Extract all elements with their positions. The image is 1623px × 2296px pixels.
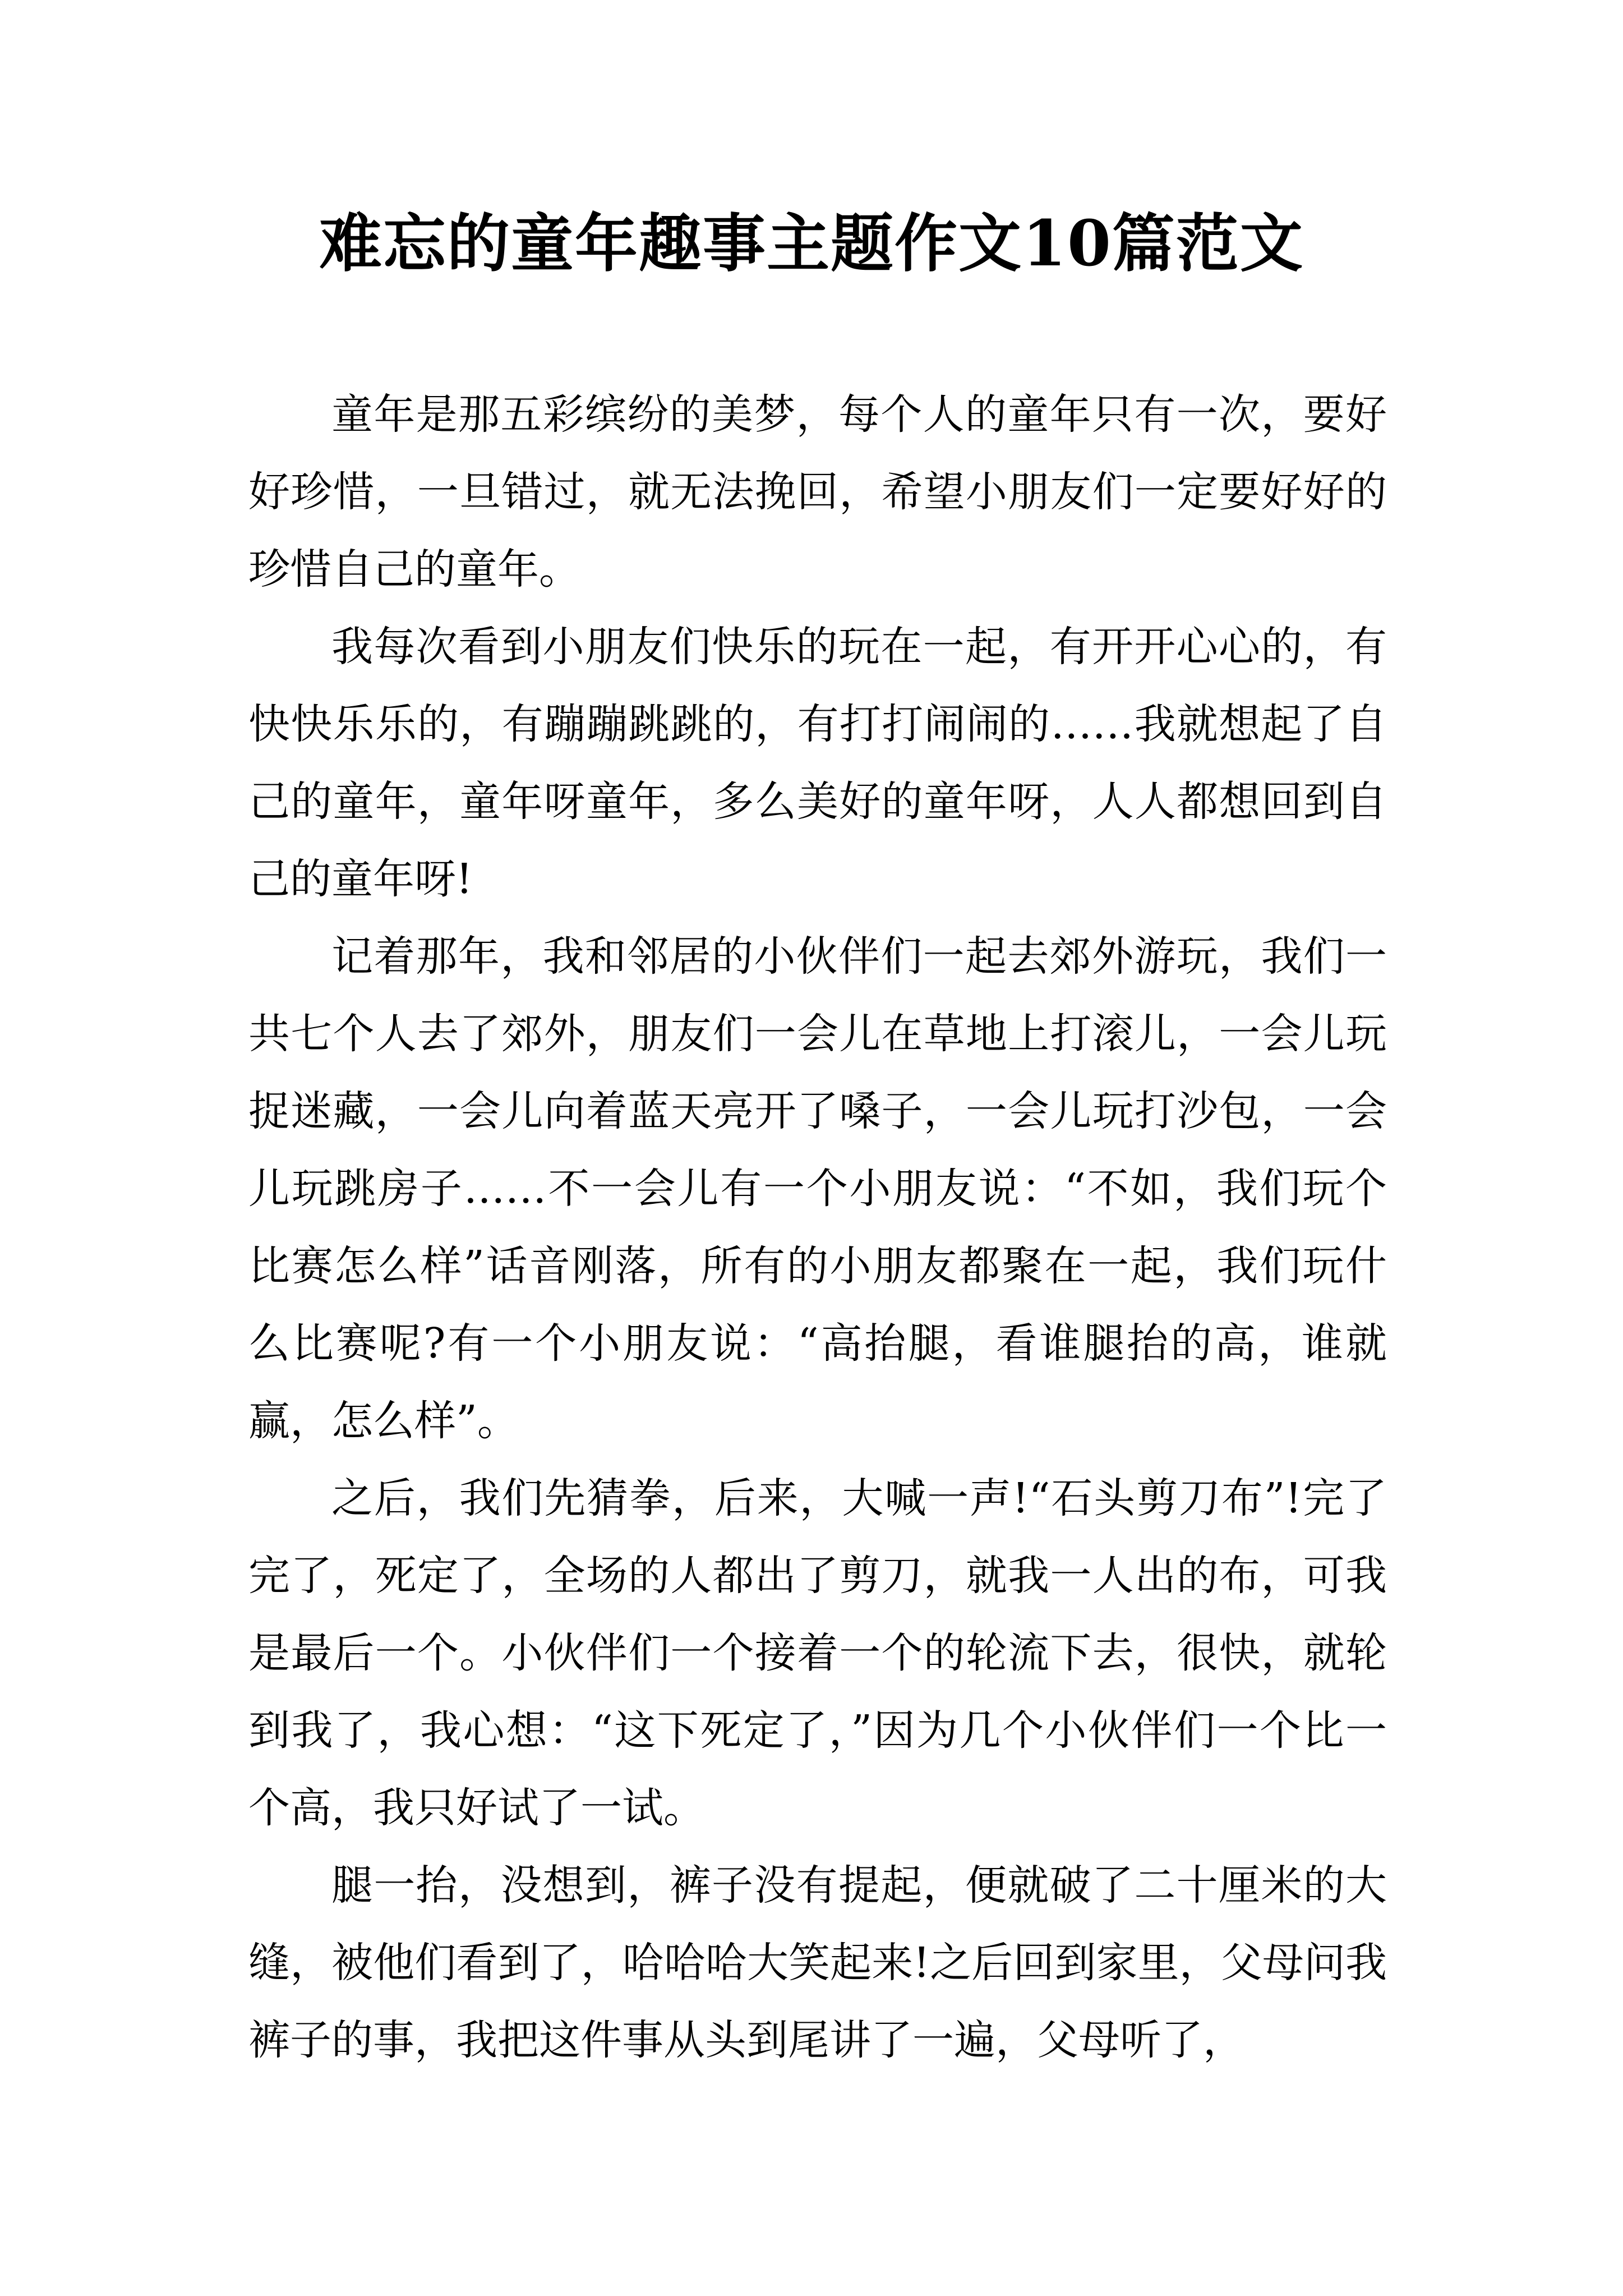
paragraph: 腿一抬，没想到，裤子没有提起，便就破了二十厘米的大缝，被他们看到了，哈哈哈大笑起来!之后回到家里，父母问我裤子的事，我把这件事从头到尾讲了一遍，父母听了， [248,1861,1387,2064]
paragraph: 之后，我们先猜拳，后来，大喊一声!“石头剪刀布”!完了完了，死定了，全场的人都出了剪刀，就我一人出的布，可我是最后一个。小伙伴们一个接着一个的轮流下去，很快，就轮到我了，我心想：“这下死定了，”因为几个小伙伴们一个比一个高，我只好试了一试。 [248,1474,1387,1832]
paragraph: 记着那年，我和邻居的小伙伴们一起去郊外游玩，我们一共七个人去了郊外，朋友们一会儿在草地上打滚儿，一会儿玩捉迷藏，一会儿向着蓝天亮开了嗓子，一会儿玩打沙包，一会儿玩跳房子……不一会儿有一个小朋友说：“不如，我们玩个比赛怎么样”话音刚落，所有的小朋友都聚在一起，我们玩什么比赛呢?有一个小朋友说：“高抬腿，看谁腿抬的高，谁就赢，怎么样”。 [248,932,1387,1445]
paragraph: 童年是那五彩缤纷的美梦，每个人的童年只有一次，要好好珍惜，一旦错过，就无法挽回，希望小朋友们一定要好好的珍惜自己的童年。 [248,390,1387,593]
paragraph: 我每次看到小朋友们快乐的玩在一起，有开开心心的，有快快乐乐的，有蹦蹦跳跳的，有打打闹闹的……我就想起了自己的童年，童年呀童年，多么美好的童年呀，人人都想回到自己的童年呀! [248,623,1387,903]
document-body [248,376,1387,2079]
document-title: 难忘的童年趣事主题作文10篇范文 [319,207,1304,280]
